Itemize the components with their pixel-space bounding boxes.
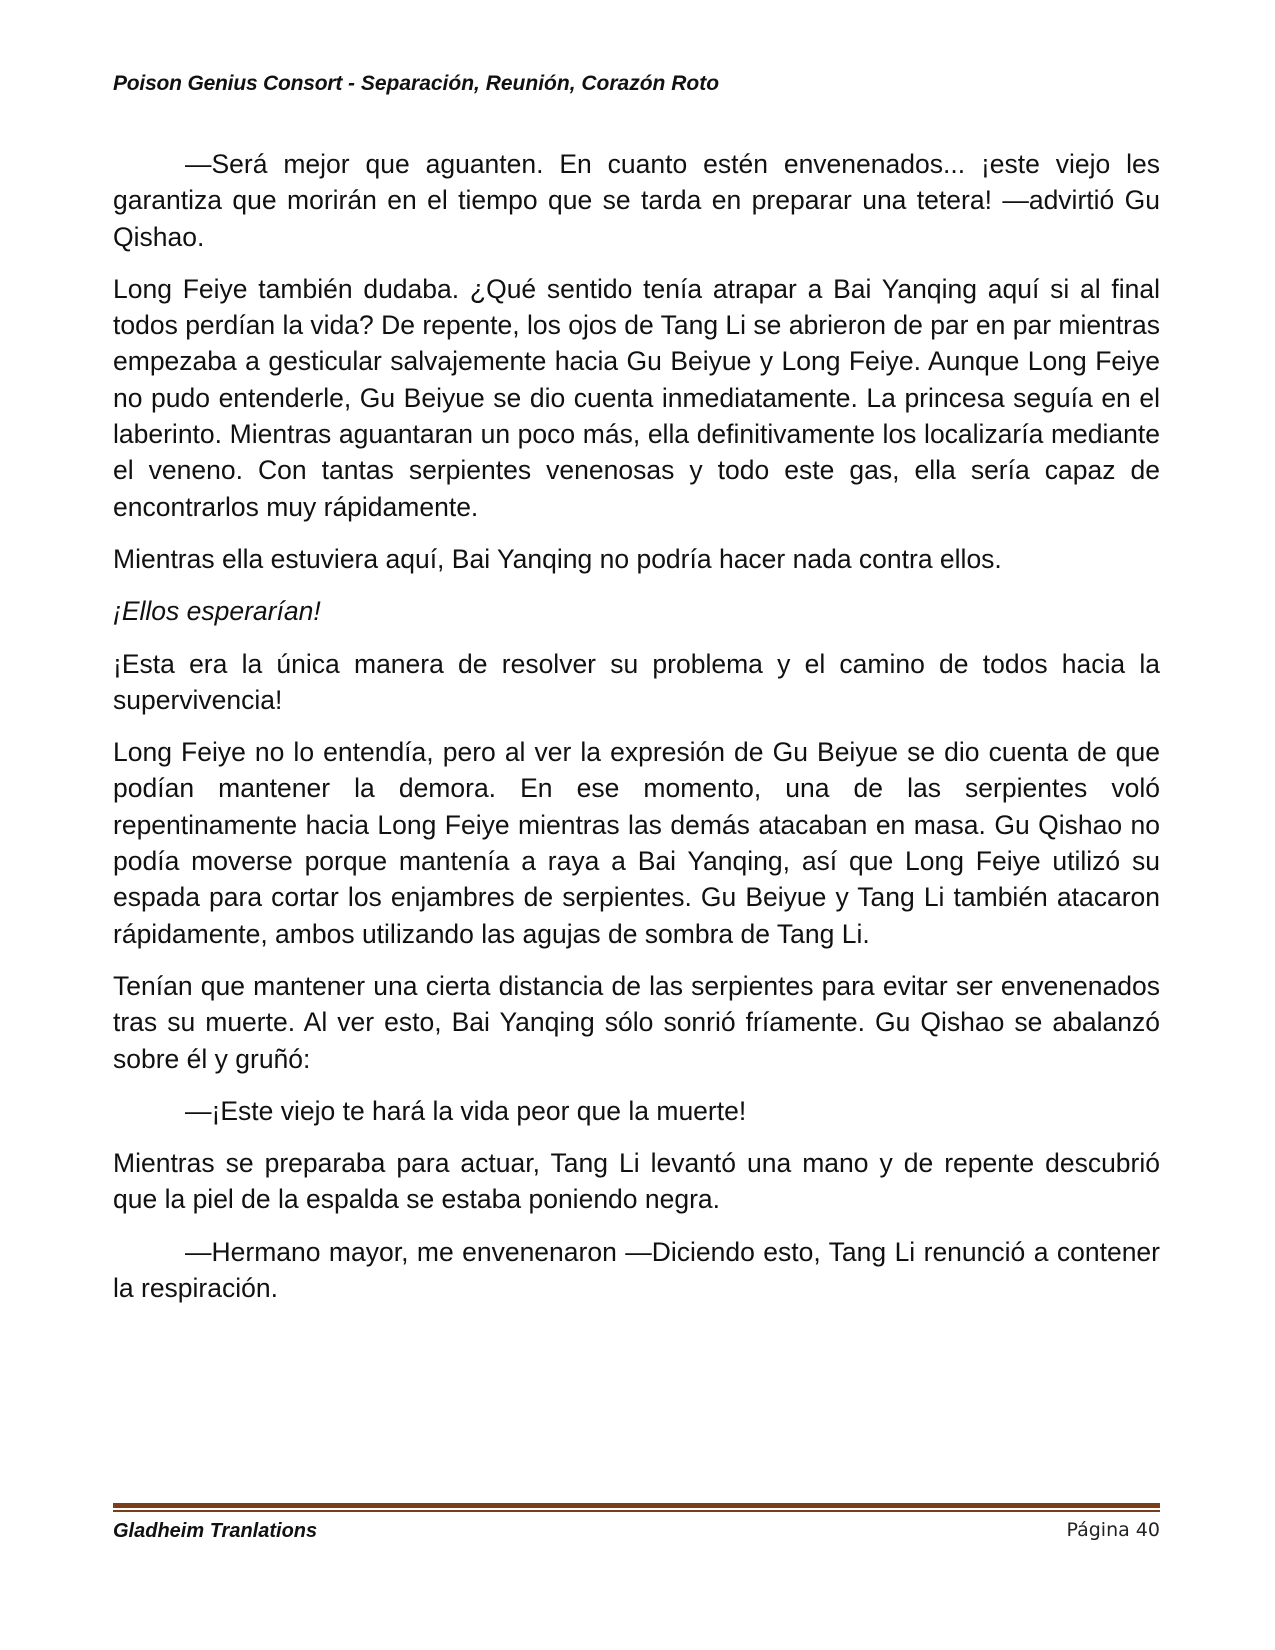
footer-publisher: Gladheim Tranlations — [113, 1520, 318, 1542]
paragraph: Long Feiye no lo entendía, pero al ver la expresión de Gu Beiyue se dio cuenta de que podían mantener la demora. En ese momento, una de las serpientes voló repentinamente hacia Long Feiye mientras las demás atacaban en masa. Gu Qishao no podía moverse porque mantenía a raya a Bai Yanqing, así que Long Feiye utilizó su espada para cortar los enjambres de serpientes. Gu Beiyue y Tang Li también atacaron rápidamente, ambos utilizando las agujas de sombra de Tang Li. — [113, 737, 1160, 949]
paragraph: Tenían que mantener una cierta distancia de las serpientes para evitar ser envenenados tras su muerte. Al ver esto, Bai Yanqing sólo sonrió fríamente. Gu Qishao se abalanzó sobre él y gruñó: — [113, 970, 1160, 1074]
paragraph: —¡Este viejo te hará la vida peor que la muerte! — [185, 1095, 747, 1126]
paragraph: Long Feiye también dudaba. ¿Qué sentido tenía atrapar a Bai Yanqing aquí si al final todos perdían la vida? De repente, los ojos de Tang Li se abrieron de par en par mientras empezaba a gesticular salvajemente hacia Gu Beiyue y Long Feiye. Aunque Long Feiye no pudo entenderle, Gu Beiyue se dio cuenta inmediatamente. La princesa seguía en el laberinto. Mientras aguantaran un poco más, ella definitivamente los localizaría mediante el veneno. Con tantas serpientes venenosas y todo este gas, ella sería capaz de encontrarlos muy rápidamente. — [113, 273, 1160, 522]
footer-rule-thin — [113, 1510, 1160, 1512]
paragraph: ¡Esta era la única manera de resolver su problema y el camino de todos hacia la supervivencia! — [113, 648, 1160, 715]
paragraph: Mientras ella estuviera aquí, Bai Yanqing no podría hacer nada contra ellos. — [113, 543, 1002, 574]
footer-rule — [113, 1503, 1160, 1508]
paragraph: —Será mejor que aguanten. En cuanto estén envenenados... ¡este viejo les garantiza que morirán en el tiempo que se tarda en preparar una tetera! —advirtió Gu Qishao. — [113, 149, 1160, 252]
chapter-title: Separación, Reunión, Corazón Roto — [360, 72, 720, 95]
paragraph: —Hermano mayor, me envenenaron —Diciendo esto, Tang Li renunció a contener la respiración. — [113, 1236, 1160, 1304]
running-header — [113, 72, 1173, 96]
paragraph: Mientras se preparaba para actuar, Tang Li levantó una mano y de repente descubrió que la piel de la espalda se estaba poniendo negra. — [113, 1148, 1160, 1215]
body-text — [113, 146, 1160, 1322]
paragraph-italic: ¡Ellos esperarían! — [113, 596, 321, 627]
header-separator: - — [342, 72, 361, 95]
page-number: Página 40 — [1066, 1519, 1160, 1541]
book-title: Poison Genius Consort — [113, 72, 343, 95]
